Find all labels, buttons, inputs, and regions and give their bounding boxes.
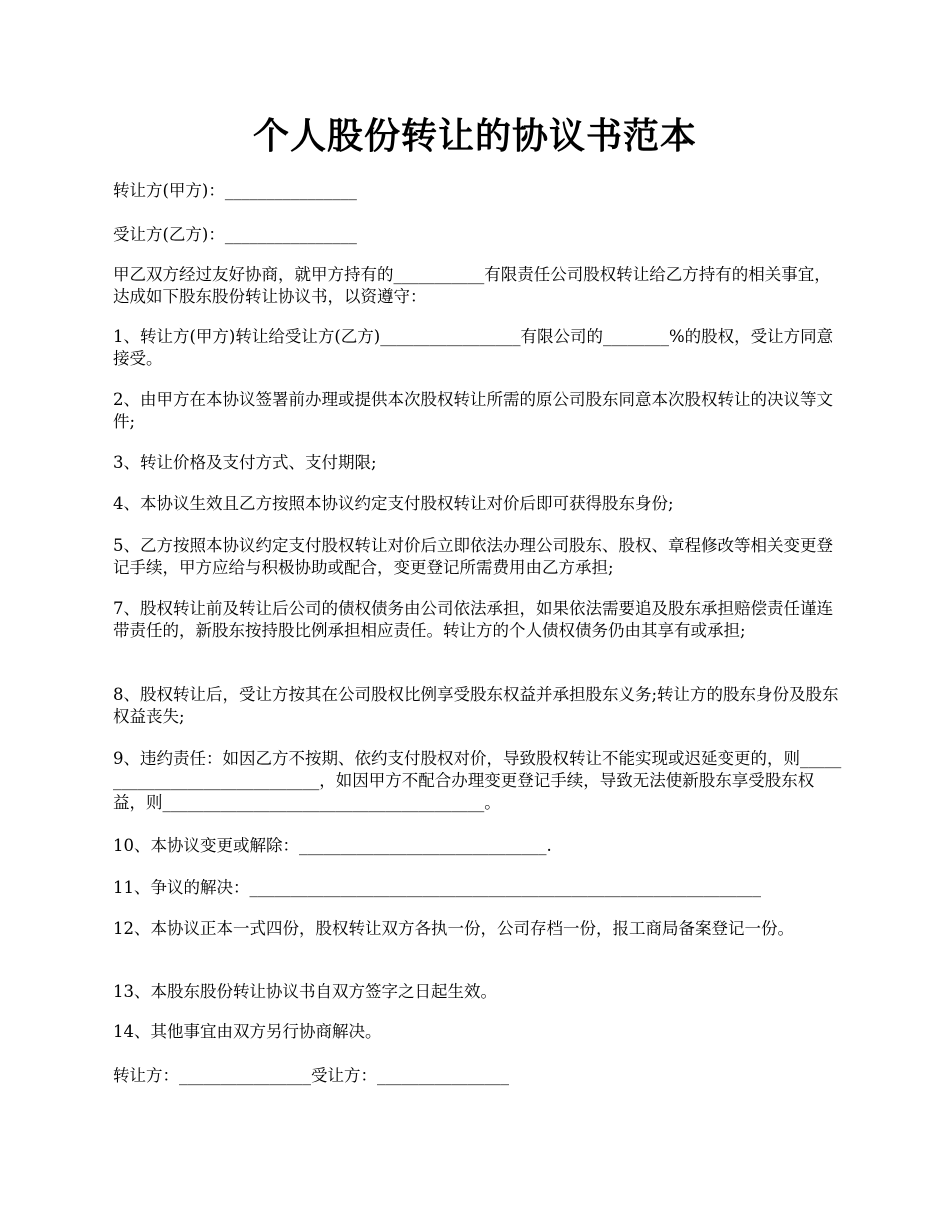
transferor-line: 转让方(甲方)：________________: [113, 181, 357, 200]
clause-8: 8、股权转让后，受让方按其在公司股权比例享受股东权益并承担股东义务;转让方的股东身份及股东权益丧失;: [113, 685, 839, 726]
clause-13: 13、本股东股份转让协议书自双方签字之日起生效。: [113, 982, 497, 1001]
signature-line: 转让方：________________受让方：________________: [113, 1066, 509, 1085]
clause-4: 4、本协议生效且乙方按照本协议约定支付股权转让对价后即可获得股东身份;: [113, 494, 674, 513]
clause-2: 2、由甲方在本协议签署前办理或提供本次股权转让所需的原公司股东同意本次股权转让的决议等文件;: [113, 390, 833, 431]
clause-12: 12、本协议正本一式四份，股权转让双方各执一份，公司存档一份，报工商局备案登记一份。: [113, 919, 794, 938]
clause-7: 7、股权转让前及转让后公司的债权债务由公司依法承担，如果依法需要追及股东承担赔偿责任谨连带责任的，新股东按持股比例承担相应责任。转让方的个人债权债务仍由其享有或承担;: [113, 599, 833, 640]
transferee-line: 受让方(乙方)：________________: [113, 225, 357, 244]
clause-1: 1、转让方(甲方)转让给受让方(乙方)_________________有限公司的________%的股权，受让方同意接受。: [113, 327, 834, 368]
clause-5: 5、乙方按照本协议约定支付股权转让对价后立即依法办理公司股东、股权、章程修改等相关变更登记手续，甲方应给与积极协助或配合，变更登记所需费用由乙方承担;: [113, 536, 833, 577]
clause-3: 3、转让价格及支付方式、支付期限;: [113, 453, 377, 472]
clause-11: 11、争议的解决：______________________________________________________________: [113, 878, 761, 897]
clause-10: 10、本协议变更或解除：______________________________.: [113, 836, 552, 855]
document-title: 个人股份转让的协议书范本: [252, 115, 697, 157]
clause-9: 9、违约责任：如因乙方不按期、依约支付股权对价，导致股权转让不能实现或迟延变更的，则______________________________，如因甲方不配合办理变更登记手续，导致无法使新股东享受股东权益，则_______________________________________。: [113, 749, 842, 812]
clause-14: 14、其他事宜由双方另行协商解决。: [113, 1022, 382, 1041]
intro-paragraph: 甲乙双方经过友好协商，就甲方持有的___________有限责任公司股权转让给乙方持有的相关事宜，达成如下股东股份转让协议书，以资遵守：: [113, 265, 831, 306]
